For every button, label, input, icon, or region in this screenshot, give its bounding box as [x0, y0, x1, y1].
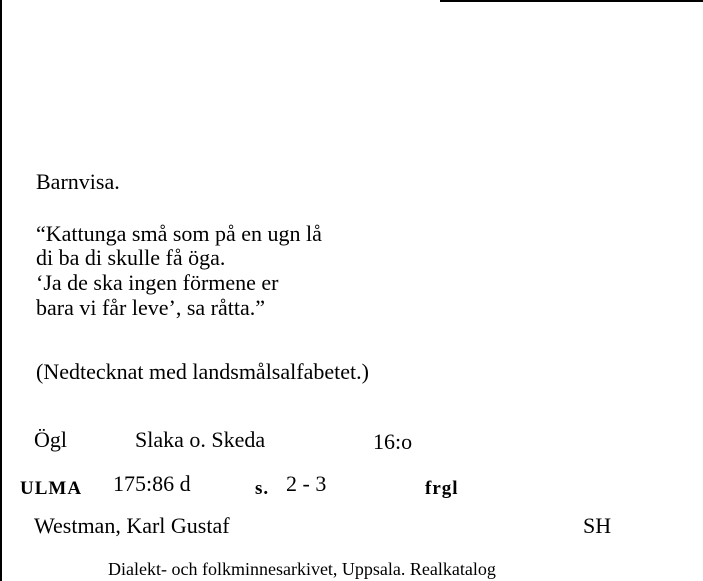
card-heading: Barnvisa. — [36, 169, 120, 194]
parish-name: Slaka o. Skeda — [135, 427, 266, 452]
verse-line-1: “Kattunga små som på en ugn lå — [36, 221, 322, 246]
pages-label: s. — [255, 478, 270, 499]
province-code: Ögl — [34, 427, 67, 452]
transcription-note: (Nedtecknat med landsmålsalfabetet.) — [36, 359, 369, 384]
collector-name: Westman, Karl Gustaf — [34, 513, 230, 538]
category-code: frgl — [425, 478, 459, 499]
archive-number: 175:86 d — [113, 471, 191, 496]
verse-line-3: ‘Ja de ska ingen förmene er — [36, 270, 279, 295]
signature-initials: SH — [583, 513, 612, 538]
archive-footer: Dialekt- och folkminnesarkivet, Uppsala. Realkatalog — [108, 559, 496, 579]
top-rule — [440, 0, 703, 2]
verse-line-2: di ba di skulle få öga. — [36, 245, 226, 270]
verse-line-4: bara vi får leve’, sa råtta.” — [36, 295, 266, 320]
page-range: 2 - 3 — [286, 471, 327, 496]
location-code: 16:o — [373, 429, 413, 454]
archive-label: ULMA — [20, 478, 83, 499]
